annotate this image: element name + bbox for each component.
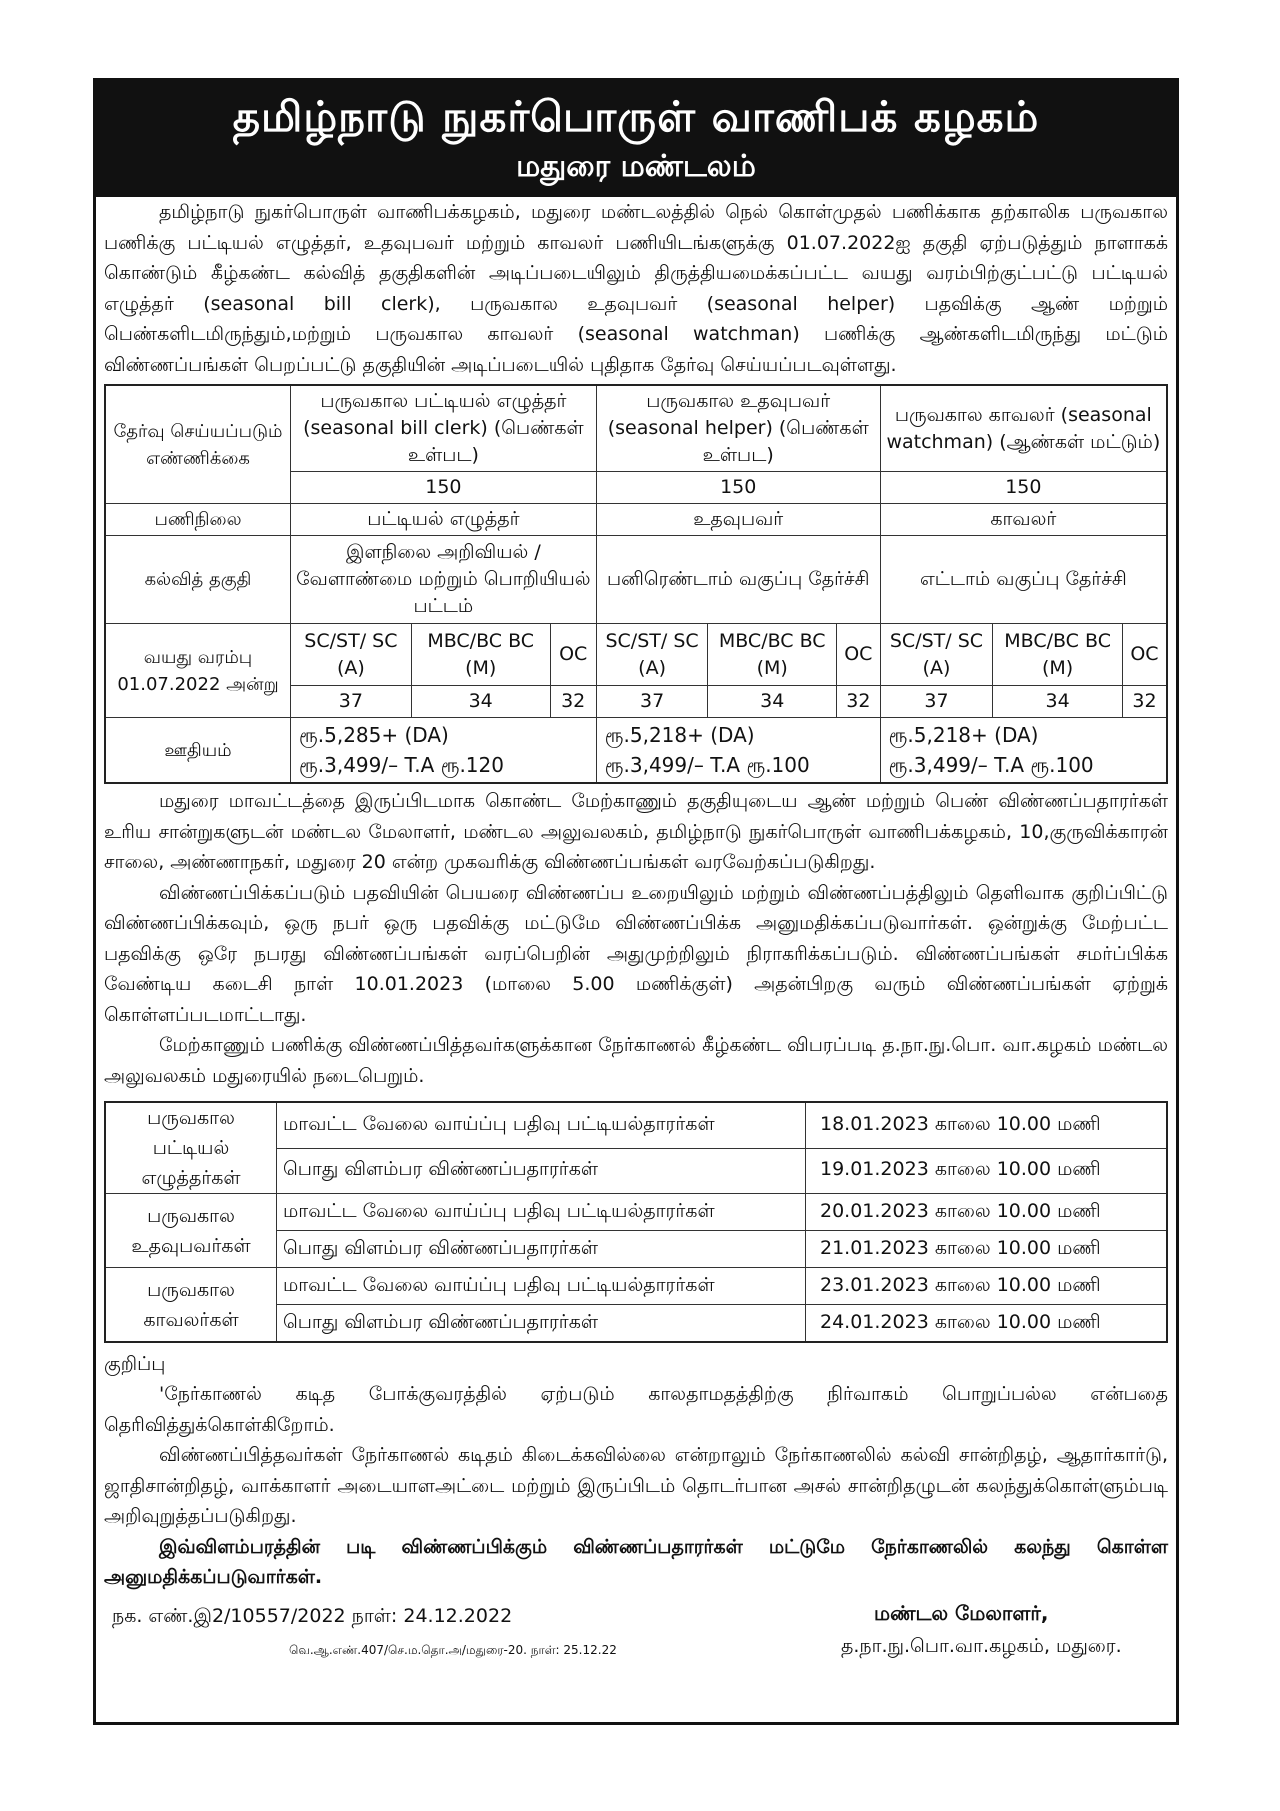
- notice-frame: [93, 78, 1179, 1725]
- schedule-date: 23.01.2023 காலை 10.00 மணி: [806, 1268, 1168, 1305]
- post-title-watchman: பருவகால காவலர் (seasonal watchman) (ஆண்கள் மட்டும்): [880, 385, 1167, 472]
- age-head: OC: [550, 624, 596, 686]
- edu-clerk: இளநிலை அறிவியல் / வேளாண்மை மற்றும் பொறியியல் பட்டம்: [291, 536, 597, 624]
- age-value: 37: [596, 686, 708, 718]
- notice-body: [96, 197, 1176, 1675]
- schedule-desc: பொது விளம்பர விண்ணப்பதாரர்கள்: [277, 1231, 806, 1268]
- age-value: 34: [411, 686, 550, 718]
- salary-line: ரூ.3,499/– T.A ரூ.120: [299, 753, 504, 777]
- table-row: [105, 536, 1167, 624]
- table-row: [105, 624, 1167, 686]
- table-row: [105, 1102, 1167, 1148]
- note-paragraph: 'நேர்காணல் கடித போக்குவரத்தில் ஏற்படும் காலதாமதத்திற்கு நிர்வாகம் பொறுப்பல்ல என்பதை தெரிவித்துக்கொள்கிறோம்.: [104, 1383, 1168, 1436]
- count-label: தேர்வு செய்யப்படும் எண்ணிக்கை: [105, 385, 291, 504]
- age-value: 32: [837, 686, 881, 718]
- edu-label: கல்வித் தகுதி: [105, 536, 291, 624]
- schedule-date: 24.01.2023 காலை 10.00 மணி: [806, 1305, 1168, 1343]
- schedule-category: பருவகால காவலர்கள்: [105, 1268, 277, 1343]
- post-title-helper: பருவகால உதவுபவர் (seasonal helper) (பெண்கள் உள்பட): [596, 385, 880, 472]
- salary-line: ரூ.3,499/– T.A ரூ.100: [888, 753, 1094, 777]
- age-head: OC: [837, 624, 881, 686]
- salary-watchman: [880, 718, 1167, 784]
- table-row: [105, 718, 1167, 784]
- interview-paragraph: மேற்காணும் பணிக்கு விண்ணப்பித்தவர்களுக்கான நேர்காணல் கீழ்கண்ட விபரப்படி த.நா.நு.பொ. வா.கழகம் மண்டல அலுவலகம் மதுரையில் நடைபெறும்.: [104, 1034, 1168, 1087]
- post-watchman: காவலர்: [880, 504, 1167, 536]
- salary-label: ஊதியம்: [105, 718, 291, 784]
- address-paragraph: மதுரை மாவட்டத்தை இருப்பிடமாக கொண்ட மேற்காணும் தகுதியுடைய ஆண் மற்றும் பெண் விண்ணப்பதாரர்கள் உரிய சான்றுகளுடன் மண்டல மேலாளர், மண்டல அலுவலகம், தமிழ்நாடு நுகர்பொருள் வாணிபக்கழகம், 10,குருவிக்காரன் சாலை, அண்ணாநகர், மதுரை 20 என்ற முகவரிக்கு விண்ணப்பங்கள் வரவேற்கப்படுகிறது.: [104, 790, 1168, 873]
- age-value: 32: [1122, 686, 1167, 718]
- note-paragraph-bold: இவ்விளம்பரத்தின் படி விண்ணப்பிக்கும் விண்ணப்பதாரர்கள் மட்டுமே நேர்காணலில் கலந்து கொள்ள அனுமதிக்கப்படுவார்கள்.: [104, 1535, 1168, 1588]
- schedule-category: பருவகால உதவுபவர்கள்: [105, 1194, 277, 1268]
- post-clerk: பட்டியல் எழுத்தர்: [291, 504, 597, 536]
- schedule-date: 20.01.2023 காலை 10.00 மணி: [806, 1194, 1168, 1231]
- salary-line: ரூ.3,499/– T.A ரூ.100: [604, 753, 810, 777]
- age-head: SC/ST/ SC (A): [880, 624, 993, 686]
- edu-watchman: எட்டாம் வகுப்பு தேர்ச்சி: [880, 536, 1167, 624]
- schedule-desc: பொது விளம்பர விண்ணப்பதாரர்கள்: [277, 1305, 806, 1343]
- post-label: பணிநிலை: [105, 504, 291, 536]
- application-paragraph: விண்ணப்பிக்கப்படும் பதவியின் பெயரை விண்ணப்ப உறையிலும் மற்றும் விண்ணப்பத்திலும் தெளிவாக குறிப்பிட்டு விண்ணப்பிக்கவும், ஒரு நபர் ஒரு பதவிக்கு மட்டுமே விண்ணப்பிக்க அனுமதிக்கப்படுவார்கள். ஒன்றுக்கு மேற்பட்ட பதவிக்கு ஒரே நபரது விண்ணப்பங்கள் வரப்பெறின் அதுமுற்றிலும் நிராகரிக்கப்படும். விண்ணப்பங்கள் சமர்ப்பிக்க வேண்டிய கடைசி நாள் 10.01.2023 (மாலை 5.00 மணிக்குள்) அதன்பிறகு வரும் விண்ணப்பங்கள் ஏற்றுக் கொள்ளப்படமாட்டாது.: [104, 881, 1168, 1026]
- age-value: 34: [708, 686, 837, 718]
- count-clerk: 150: [291, 472, 597, 504]
- signatory-org: த.நா.நு.பொ.வா.கழகம், மதுரை.: [841, 1634, 1122, 1657]
- age-head: MBC/BC BC (M): [708, 624, 837, 686]
- signatory-title: மண்டல மேலாளர்,: [874, 1600, 1049, 1625]
- salary-line: ரூ.5,285+ (DA): [299, 723, 449, 747]
- reference-number: நக. எண்.இ2/10557/2022 நாள்: 24.12.2022: [112, 1604, 513, 1627]
- age-head: MBC/BC BC (M): [993, 624, 1123, 686]
- schedule-date: 19.01.2023 காலை 10.00 மணி: [806, 1148, 1168, 1193]
- count-watchman: 150: [880, 472, 1167, 504]
- org-title: தமிழ்நாடு நுகர்பொருள் வாணிபக் கழகம்: [232, 92, 1040, 141]
- post-title-clerk: பருவகால பட்டியல் எழுத்தர் (seasonal bill clerk) (பெண்கள் உள்பட): [291, 385, 597, 472]
- salary-clerk: [291, 718, 597, 784]
- header-banner: [96, 81, 1176, 197]
- salary-line: ரூ.5,218+ (DA): [604, 723, 755, 747]
- schedule-date: 21.01.2023 காலை 10.00 மணி: [806, 1231, 1168, 1268]
- schedule-desc: மாவட்ட வேலை வாய்ப்பு பதிவு பட்டியல்தாரர்கள்: [277, 1102, 806, 1148]
- age-label: வயது வரம்பு 01.07.2022 அன்று: [105, 624, 291, 718]
- table-row: [105, 385, 1167, 472]
- table-row: [105, 1194, 1167, 1231]
- schedule-category: பருவகால பட்டியல் எழுத்தர்கள்: [105, 1102, 277, 1194]
- interview-schedule-table: [104, 1101, 1168, 1343]
- schedule-desc: பொது விளம்பர விண்ணப்பதாரர்கள்: [277, 1148, 806, 1193]
- salary-line: ரூ.5,218+ (DA): [888, 723, 1039, 747]
- schedule-date: 18.01.2023 காலை 10.00 மணி: [806, 1102, 1168, 1148]
- age-head: SC/ST/ SC (A): [596, 624, 708, 686]
- note-heading: குறிப்பு: [104, 1353, 166, 1375]
- publication-reference: வெ.ஆ.எண்.407/செ.ம.தொ.அ/மதுரை-20. நாள்: 25.12.22: [289, 1642, 617, 1657]
- age-value: 32: [550, 686, 596, 718]
- table-row: [105, 1268, 1167, 1305]
- age-head: SC/ST/ SC (A): [291, 624, 412, 686]
- note-paragraph: விண்ணப்பித்தவர்கள் நேர்காணல் கடிதம் கிடைக்கவில்லை என்றாலும் நேர்காணலில் கல்வி சான்றிதழ், ஆதார்கார்டு, ஜாதிசான்றிதழ், வாக்காளர் அடையாளஅட்டை மற்றும் இருப்பிடம் தொடர்பான அசல் சான்றிதழுடன் கலந்துக்கொள்ளும்படி அறிவுறுத்தப்படுகிறது.: [104, 1444, 1168, 1527]
- table-row: [105, 504, 1167, 536]
- age-value: 37: [880, 686, 993, 718]
- count-helper: 150: [596, 472, 880, 504]
- schedule-desc: மாவட்ட வேலை வாய்ப்பு பதிவு பட்டியல்தாரர்கள்: [277, 1194, 806, 1231]
- age-value: 37: [291, 686, 412, 718]
- footer: [104, 1597, 1168, 1675]
- edu-helper: பனிரெண்டாம் வகுப்பு தேர்ச்சி: [596, 536, 880, 624]
- salary-helper: [596, 718, 880, 784]
- post-helper: உதவுபவர்: [596, 504, 880, 536]
- age-head: MBC/BC BC (M): [411, 624, 550, 686]
- schedule-desc: மாவட்ட வேலை வாய்ப்பு பதிவு பட்டியல்தாரர்கள்: [277, 1268, 806, 1305]
- age-value: 34: [993, 686, 1123, 718]
- age-head: OC: [1122, 624, 1167, 686]
- intro-paragraph: தமிழ்நாடு நுகர்பொருள் வாணிபக்கழகம், மதுரை மண்டலத்தில் நெல் கொள்முதல் பணிக்காக தற்காலிக பருவகால பணிக்கு பட்டியல் எழுத்தர், உதவுபவர் மற்றும் காவலர் பணியிடங்களுக்கு 01.07.2022ஐ தகுதி ஏற்படுத்தும் நாளாகக் கொண்டும் கீழ்கண்ட கல்வித் தகுதிகளின் அடிப்படையிலும் திருத்தியமைக்கப்பட்ட வயது வரம்பிற்குட்பட்டு பட்டியல் எழுத்தர் (seasonal bill clerk), பருவகால உதவுபவர் (seasonal helper) பதவிக்கு ஆண் மற்றும் பெண்களிடமிருந்தும்,மற்றும் பருவகால காவலர் (seasonal watchman) பணிக்கு ஆண்களிடமிருந்து மட்டும் விண்ணப்பங்கள் பெறப்பட்டு தகுதியின் அடிப்படையில் புதிதாக தேர்வு செய்யப்படவுள்ளது.: [104, 201, 1168, 376]
- region-subtitle: மதுரை மண்டலம்: [516, 149, 756, 184]
- posts-table: [104, 384, 1168, 784]
